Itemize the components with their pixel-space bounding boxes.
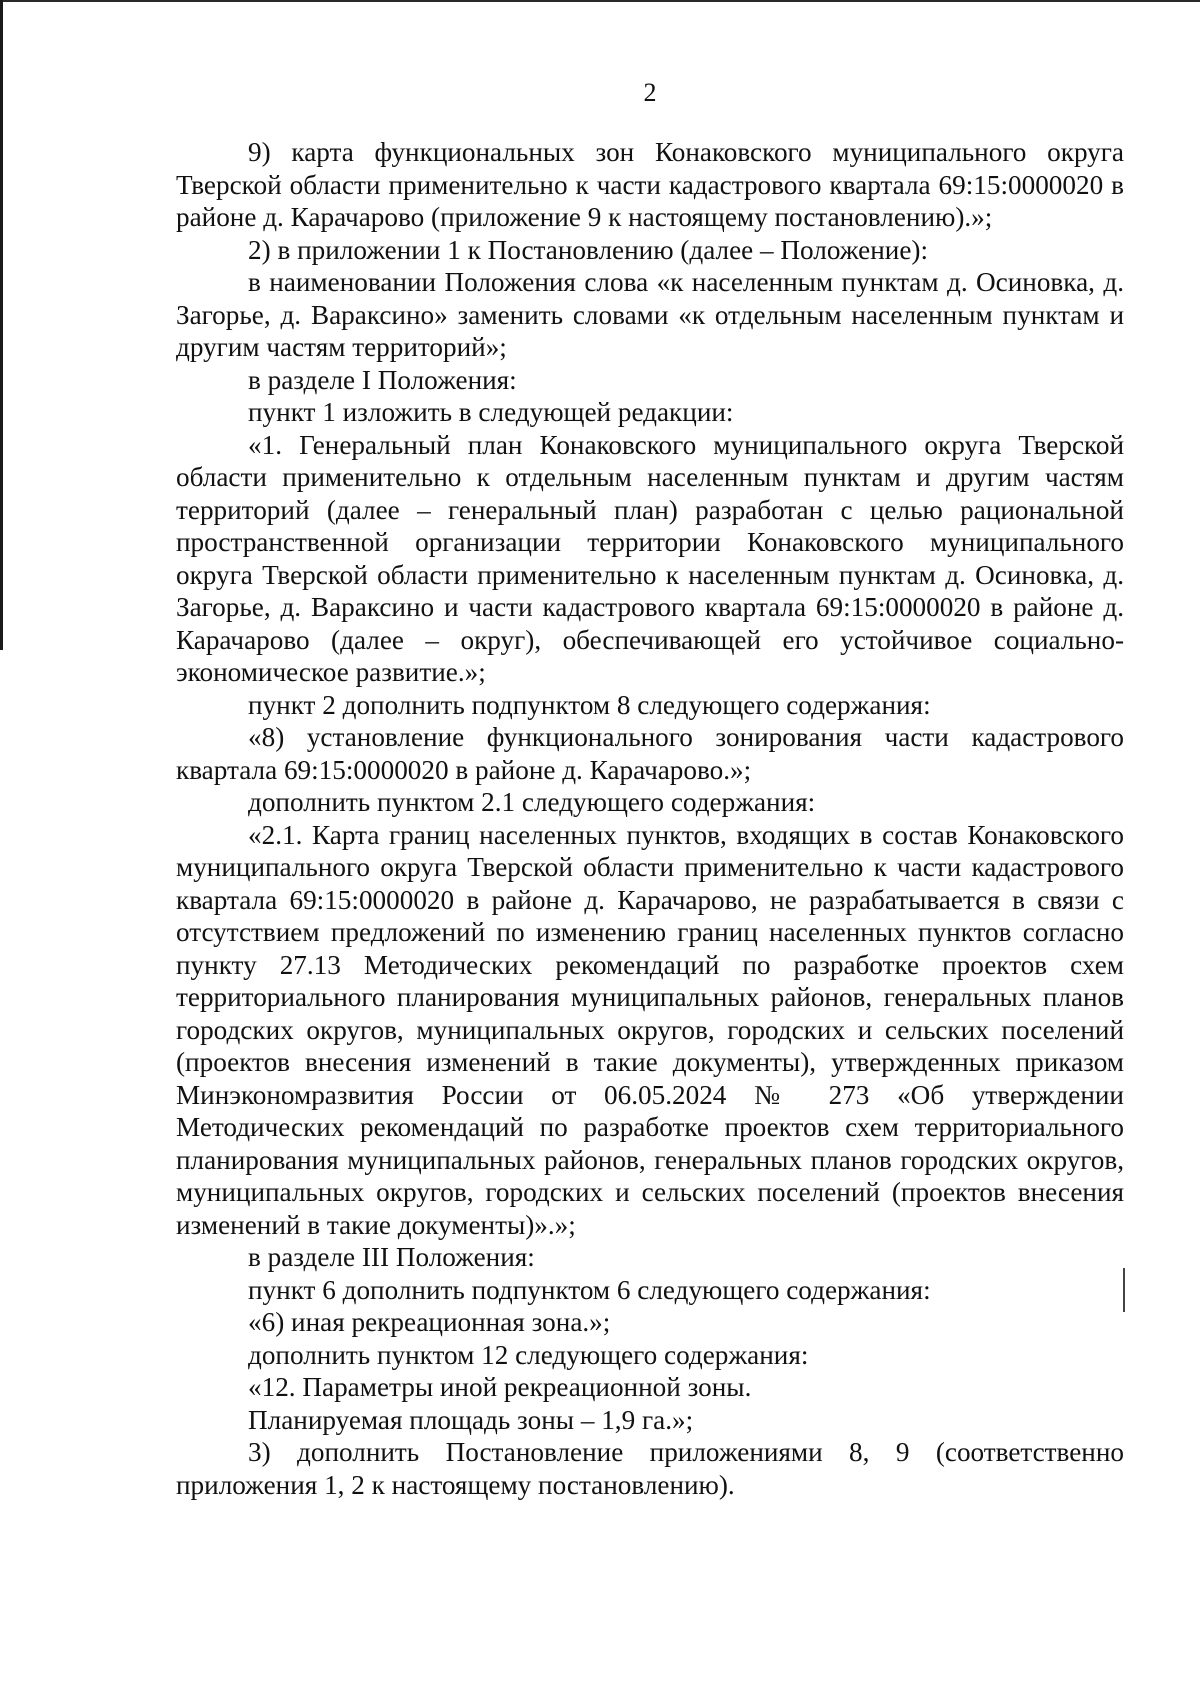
paragraph-amendment-3: 3) дополнить Постановление приложениями 8, 9 (соответственно приложения 1, 2 к настоящему постановлению). <box>176 1437 1124 1500</box>
paragraph-point-2-intro: пункт 2 дополнить подпунктом 8 следующего содержания: <box>248 689 931 720</box>
paragraph-title-change: в наименовании Положения слова «к населенным пунктам д. Осиновка, д. Загорье, д. Вараксино» заменить словами «к отдельным населенным пунктам и другим частям территорий»; <box>176 267 1124 362</box>
paragraph-point-6-intro: пункт 6 дополнить подпунктом 6 следующего содержания: <box>248 1274 931 1305</box>
scan-border-top <box>0 0 1200 2</box>
page-number: 2 <box>643 78 657 107</box>
paragraph-point-2-1-text: «2.1. Карта границ населенных пунктов, входящих в состав Конаковского муниципального округа Тверской области применительно к части кадастрового квартала 69:15:0000020 в районе д. Карачарово, не разрабатывается в связи с отсутствием предложений по изменению границ населенных пунктов согласно пункту 27.13 Методических рекомендаций по разработке проектов схем территориального планирования муниципальных районов, генеральных планов городских округов, муниципальных округов, городских и сельских поселений (проектов внесения изменений в такие документы), утвержденных приказом Минэкономразвития России от 06.05.2024 № 273 «Об утверждении Методических рекомендаций по разработке проектов схем территориального планирования муниципальных районов, генеральных планов городских округов, муниципальных округов, городских и сельских поселений (проектов внесения изменений в такие документы)».»; <box>176 819 1124 1240</box>
paragraph-amendment-2: 2) в приложении 1 к Постановлению (далее – Положение): <box>248 234 929 265</box>
paragraph-subpoint-6: «6) иная рекреационная зона.»; <box>248 1307 611 1337</box>
paragraph-subpoint-8: «8) установление функционального зонирования части кадастрового квартала 69:15:0000020 в районе д. Карачарово.»; <box>176 722 1124 785</box>
paragraph-point-12-intro: дополнить пунктом 12 следующего содержания: <box>248 1339 809 1370</box>
paragraph-item-9-map: 9) карта функциональных зон Конаковского муниципального округа Тверской области применительно к части кадастрового квартала 69:15:0000020 в районе д. Карачарово (приложение 9 к настоящему постановлению).»; <box>176 137 1124 232</box>
paragraph-point-1-intro: пункт 1 изложить в следующей редакции: <box>248 397 734 427</box>
paragraph-point-12-title: «12. Параметры иной рекреационной зоны. <box>248 1372 752 1402</box>
paragraph-point-1-text: «1. Генеральный план Конаковского муниципального округа Тверской области применительно к отдельным населенным пунктам и другим частям территорий (далее – генеральный план) разработан с целью рациональной пространственной организации территории Конаковского муниципального округа Тверской области применительно к населенным пунктам д. Осиновка, д. Загорье, д. Вараксино и части кадастрового квартала 69:15:0000020 в районе д. Карачарово (далее – округ), обеспечивающей его устойчивое социально-экономическое развитие.»; <box>176 429 1124 687</box>
paragraph-section-3: в разделе III Положения: <box>248 1242 535 1272</box>
paragraph-zone-area: Планируемая площадь зоны – 1,9 га.»; <box>248 1404 694 1435</box>
paragraph-point-2-1-intro: дополнить пунктом 2.1 следующего содержания: <box>248 787 816 817</box>
paragraph-section-1: в разделе I Положения: <box>248 364 517 395</box>
document-body <box>176 136 1124 1501</box>
